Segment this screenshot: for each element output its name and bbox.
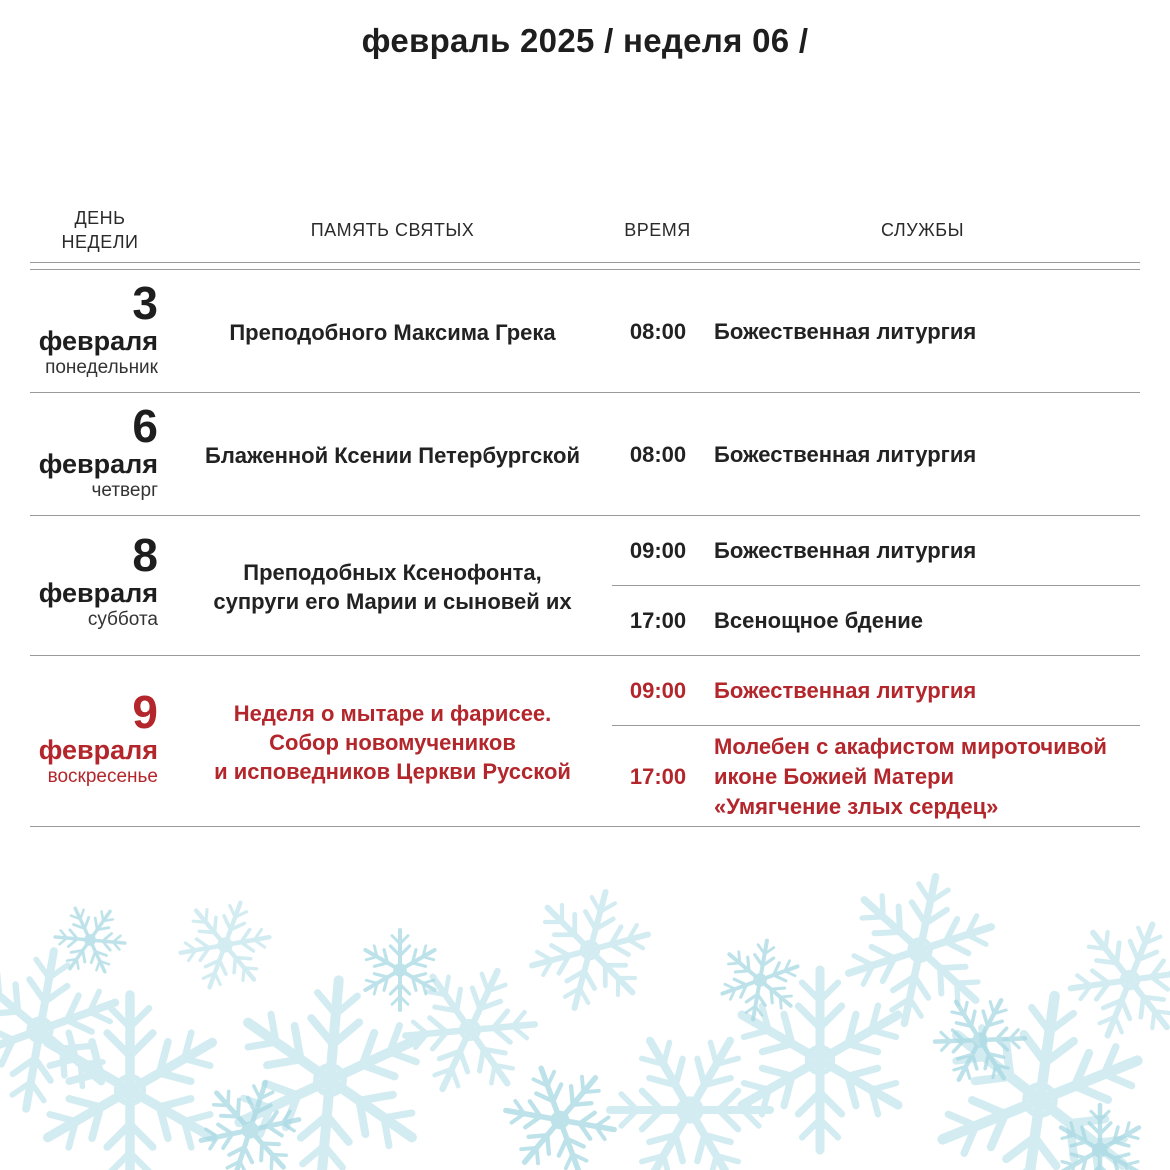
day-weekday: понедельник bbox=[45, 357, 158, 378]
service-time: 17:00 bbox=[629, 764, 687, 789]
snowflake-icon bbox=[1053, 902, 1170, 1058]
snowflake-icon bbox=[168, 888, 282, 1003]
service-time: 09:00 bbox=[629, 678, 687, 703]
service-name: Всенощное бдение bbox=[714, 608, 924, 633]
day-month: февраля bbox=[38, 578, 158, 608]
row-divider bbox=[30, 515, 1140, 516]
day-number: 3 bbox=[132, 277, 158, 329]
saint-line: Собор новомучеников bbox=[269, 730, 516, 755]
snowflake-decoration bbox=[0, 860, 1170, 1170]
service-name: Божественная литургия bbox=[714, 319, 977, 344]
saint-memory-row-4 bbox=[190, 699, 595, 786]
saint-memory-row-2: Блаженной Ксении Петербургской bbox=[205, 443, 580, 468]
service-time: 09:00 bbox=[629, 538, 687, 563]
day-weekday: воскресенье bbox=[47, 766, 158, 787]
column-header-day-text: ДЕНЬ НЕДЕЛИ bbox=[61, 208, 139, 252]
snowflake-icon bbox=[517, 877, 662, 1024]
service-name: Божественная литургия bbox=[714, 442, 977, 467]
saint-line: супруги его Марии и сыновей их bbox=[213, 589, 572, 614]
snowflake-icon bbox=[714, 934, 806, 1026]
header-rule-bottom bbox=[30, 269, 1140, 270]
snowflake-icon bbox=[384, 944, 555, 1116]
day-cell-row-1 bbox=[30, 277, 158, 380]
service-name: Божественная литургия bbox=[714, 538, 977, 563]
header-rule-top bbox=[30, 262, 1140, 263]
day-month: февраля bbox=[38, 735, 158, 765]
day-month: февраля bbox=[38, 326, 158, 356]
snowflake-icon bbox=[361, 930, 440, 1010]
saint-memory-row-3 bbox=[190, 558, 595, 616]
day-month: февраля bbox=[38, 449, 158, 479]
saint-line: Неделя о мытаре и фарисее. bbox=[233, 701, 552, 726]
day-weekday: четверг bbox=[91, 480, 158, 501]
day-cell-row-2 bbox=[30, 400, 158, 503]
saint-line: и исповедников Церкви Русской bbox=[214, 759, 571, 784]
snowflake-icon bbox=[923, 982, 1157, 1170]
service-line: иконе Божией Матери bbox=[714, 764, 955, 789]
column-header-day bbox=[30, 206, 170, 254]
service-name-multiline bbox=[714, 732, 1134, 822]
service-name: Божественная литургия bbox=[714, 678, 977, 703]
service-divider bbox=[612, 725, 1140, 726]
day-number: 9 bbox=[132, 686, 158, 738]
day-number: 6 bbox=[132, 400, 158, 452]
service-line: «Умягчение злых сердец» bbox=[714, 794, 999, 819]
day-number: 8 bbox=[132, 529, 158, 581]
day-cell-row-4 bbox=[30, 686, 158, 789]
snowflake-icon bbox=[1056, 1105, 1145, 1170]
saint-line: Преподобных Ксенофонта, bbox=[243, 560, 542, 585]
day-weekday: суббота bbox=[87, 609, 158, 630]
snowflake-icon bbox=[0, 938, 132, 1123]
service-line: Молебен с акафистом мироточивой bbox=[714, 734, 1107, 759]
row-divider bbox=[30, 655, 1140, 656]
column-header-time: ВРЕМЯ bbox=[624, 220, 691, 240]
service-divider bbox=[612, 585, 1140, 586]
column-header-saints: ПАМЯТЬ СВЯТЫХ bbox=[310, 220, 475, 240]
service-time: 08:00 bbox=[629, 319, 687, 344]
table-bottom-rule bbox=[30, 826, 1140, 827]
service-time: 08:00 bbox=[629, 442, 687, 467]
service-time: 17:00 bbox=[629, 608, 687, 633]
page-title: февраль 2025 / неделя 06 / bbox=[361, 22, 809, 59]
saint-memory-row-1: Преподобного Максима Грека bbox=[229, 320, 556, 345]
column-header-services: СЛУЖБЫ bbox=[880, 220, 964, 240]
row-divider bbox=[30, 392, 1140, 393]
day-cell-row-3 bbox=[30, 529, 158, 632]
